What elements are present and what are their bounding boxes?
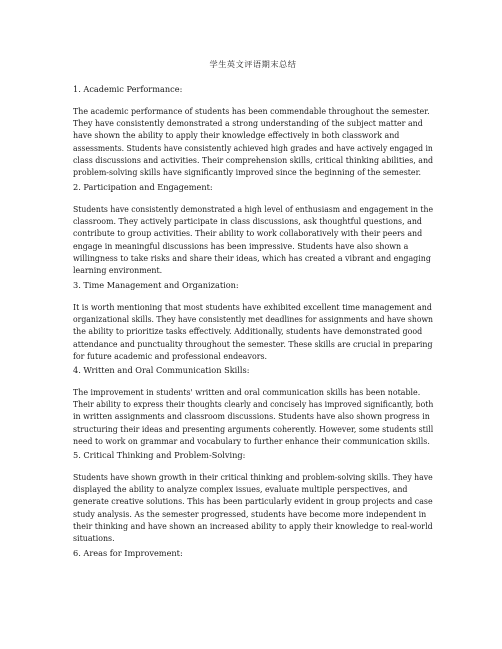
section-time-management	[73, 280, 433, 363]
paragraph-line: organizational skills. They have consistently met deadlines for assignments and have shown	[73, 315, 434, 325]
paragraph-line: study analysis. As the semester progressed, students have become more independent in	[73, 509, 427, 519]
section-paragraph	[73, 204, 433, 277]
section-heading: 3. Time Management and Organization:	[73, 280, 239, 290]
section-heading: 1. Academic Performance:	[73, 84, 183, 94]
paragraph-line: assessments. Students have consistently achieved high grades and have actively engaged in	[73, 143, 433, 153]
paragraph-line: the ability to prioritize tasks effectively. Additionally, students have demonstrated good	[73, 327, 423, 337]
paragraph-line: in written assignments and classroom discussions. Students have also shown progress in	[73, 412, 430, 422]
paragraph-line: willingness to take risks and share their ideas, which has created a vibrant and engaging	[73, 253, 431, 263]
paragraph-line: their thinking and have shown an increased ability to apply their knowledge to real-world	[73, 521, 433, 531]
section-academic-performance	[73, 84, 433, 179]
paragraph-line: attendance and punctuality throughout the semester. These skills are crucial in preparing	[73, 339, 433, 349]
section-critical-thinking	[73, 450, 433, 545]
paragraph-line: Students have consistently demonstrated a high level of enthusiasm and engagement in the	[73, 205, 434, 214]
paragraph-line: It is worth mentioning that most students have exhibited excellent time management and	[73, 303, 432, 312]
paragraph-line: structuring their ideas and presenting arguments coherently. However, some students still	[73, 424, 434, 434]
section-paragraph	[73, 106, 433, 179]
section-heading: 5. Critical Thinking and Problem-Solving:	[73, 450, 246, 460]
paragraph-line: problem-solving skills have significantly improved since the beginning of the semester.	[73, 168, 422, 178]
paragraph-line: situations.	[73, 534, 115, 544]
document-title: 学生英文评语期末总结	[209, 59, 297, 69]
paragraph-line: learning environment.	[73, 266, 163, 276]
section-participation-engagement	[73, 182, 433, 277]
paragraph-line: displayed the ability to analyze complex issues, evaluate multiple perspectives, and	[73, 485, 408, 495]
paragraph-line: generate creative solutions. This has been particularly evident in group projects and case	[73, 497, 433, 507]
paragraph-line: have shown the ability to apply their knowledge effectively in both classwork and	[73, 131, 400, 141]
paragraph-line: The academic performance of students has been commendable throughout the semester.	[73, 107, 430, 116]
paragraph-line: contribute to group activities. Their ability to work collaboratively with their peers and	[73, 229, 423, 239]
section-paragraph	[73, 472, 433, 545]
paragraph-line: for future academic and professional endeavors.	[73, 351, 268, 361]
paragraph-line: Their ability to express their thoughts clearly and concisely has improved significantly, both	[73, 400, 434, 410]
section-heading: 2. Participation and Engagement:	[73, 182, 213, 192]
paragraph-line: The improvement in students' written and oral communication skills has been notable.	[73, 388, 421, 397]
section-heading: 6. Areas for Improvement:	[73, 548, 183, 558]
section-areas-for-improvement	[73, 548, 433, 559]
paragraph-line: They have consistently demonstrated a strong understanding of the subject matter and	[73, 119, 423, 129]
section-heading: 4. Written and Oral Communication Skills:	[73, 365, 250, 375]
paragraph-line: engage in meaningful discussions has been impressive. Students have also shown a	[73, 241, 409, 251]
paragraph-line: class discussions and activities. Their comprehension skills, critical thinking abilities, and	[73, 155, 434, 165]
section-communication-skills	[73, 365, 433, 448]
paragraph-line: Students have shown growth in their critical thinking and problem-solving skills. They have	[73, 473, 433, 482]
section-paragraph	[73, 302, 433, 363]
section-paragraph	[73, 387, 433, 448]
paragraph-line: classroom. They actively participate in class discussions, ask thoughtful questions, and	[73, 217, 422, 227]
paragraph-line: need to work on grammar and vocabulary to further enhance their communication skills.	[73, 436, 430, 446]
